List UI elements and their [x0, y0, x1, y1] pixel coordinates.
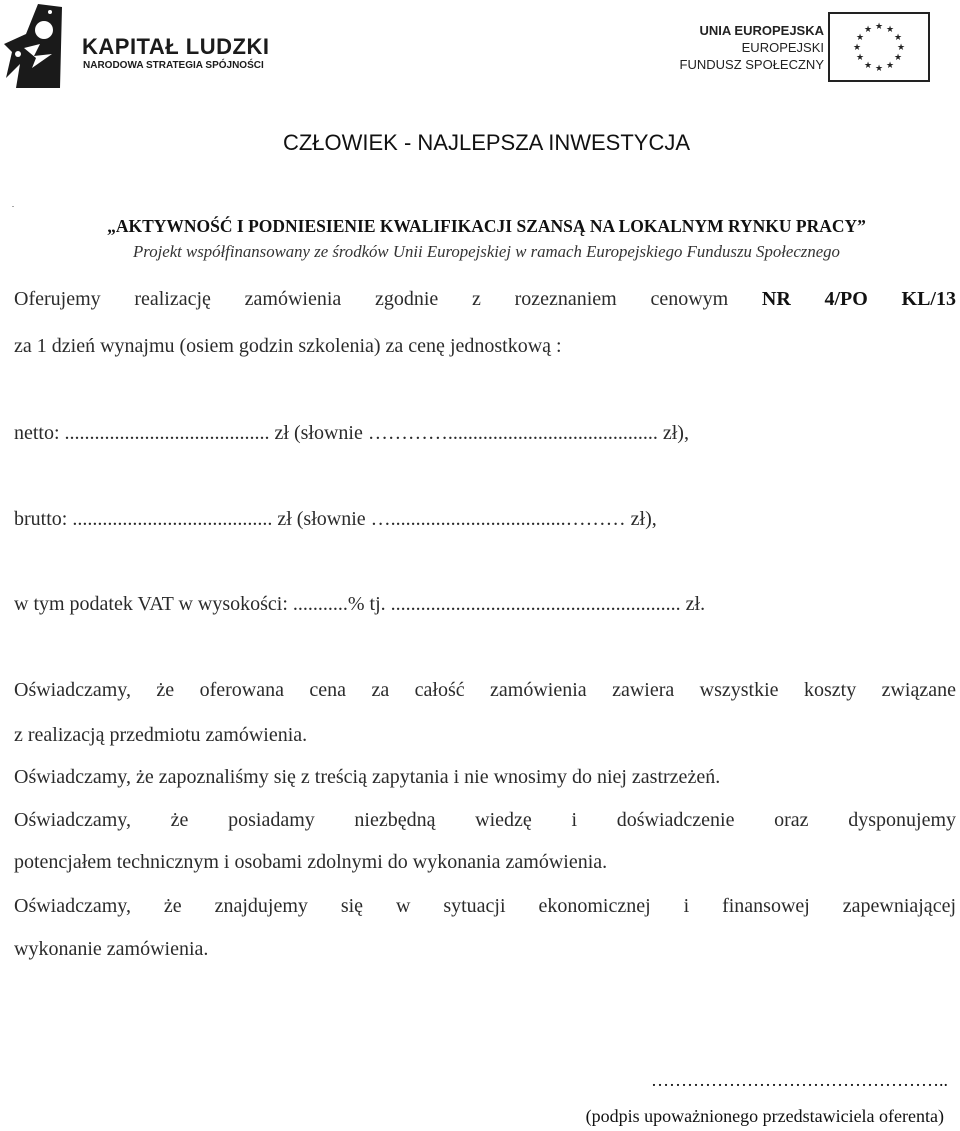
kapital-ludzki-subtitle: NARODOWA STRATEGIA SPÓJNOŚCI	[83, 60, 264, 71]
svg-text:★: ★	[885, 25, 895, 35]
signature-label: (podpis upoważnionego przedstawiciela oferenta)	[585, 1106, 944, 1126]
svg-text:★: ★	[896, 43, 906, 53]
declaration-2: Oświadczamy, że zapoznaliśmy się z treścią zapytania i nie wnosimy do niej zastrzeżeń.	[14, 766, 721, 788]
vat-line: w tym podatek VAT w wysokości: ...........% tj. .......................................................... zł.	[14, 593, 706, 615]
stray-mark: .	[12, 200, 14, 209]
document-title: CZŁOWIEK - NAJLEPSZA INWESTYCJA	[282, 130, 691, 155]
svg-text:★: ★	[863, 25, 873, 35]
svg-text:★: ★	[855, 33, 865, 43]
svg-text:★: ★	[855, 53, 865, 63]
svg-text:★: ★	[893, 33, 903, 43]
declaration-4-line-1: Oświadczamy, że znajdujemy się w sytuacji ekonomicznej i finansowej zapewniającej	[14, 895, 956, 917]
eu-social-fund-logo	[679, 12, 940, 84]
netto-price-line: netto: ......................................... zł (słownie ………….......................................... zł),	[14, 422, 689, 444]
kapital-ludzki-emblem-icon	[4, 4, 74, 88]
offer-line-1-text: Oferujemy realizację zamówienia zgodnie z rozeznaniem cenowym	[14, 288, 762, 310]
svg-text:★: ★	[874, 22, 884, 32]
project-name: „AKTYWNOŚĆ I PODNIESIENIE KWALIFIKACJI SZANSĄ NA LOKALNYM RYNKU PRACY”	[107, 216, 866, 236]
kapital-ludzki-title: KAPITAŁ LUDZKI	[82, 34, 270, 59]
eu-logo-text	[680, 22, 824, 73]
svg-text:★: ★	[863, 61, 873, 71]
declaration-3-line-1: Oświadczamy, że posiadamy niezbędną wiedzę i doświadczenie oraz dysponujemy	[14, 809, 956, 831]
cofinance-note: Projekt współfinansowany ze środków Unii Europejskiej w ramach Europejskiego Funduszu Społecznego	[133, 242, 840, 261]
eu-logo-line2: EUROPEJSKI	[741, 40, 824, 55]
svg-text:★: ★	[874, 64, 884, 74]
eu-logo-line1: UNIA EUROPEJSKA	[699, 23, 824, 38]
offer-line-2: za 1 dzień wynajmu (osiem godzin szkolenia) za cenę jednostkową :	[14, 335, 562, 357]
svg-text:★: ★	[852, 43, 862, 53]
declaration-4-line-2: wykonanie zamówienia.	[14, 938, 209, 960]
declaration-1-line-1: Oświadczamy, że oferowana cena za całość zamówienia zawiera wszystkie koszty związane	[14, 679, 956, 701]
brutto-price-line: brutto: ........................................ zł (słownie …...................................……… zł),	[14, 508, 657, 530]
declaration-3-line-2: potencjałem technicznym i osobami zdolnymi do wykonania zamówienia.	[14, 851, 608, 873]
svg-text:★: ★	[893, 53, 903, 63]
svg-text:★: ★	[885, 61, 895, 71]
eu-logo-line3: FUNDUSZ SPOŁECZNY	[679, 57, 824, 72]
eu-flag-icon	[828, 12, 930, 82]
offer-line-1	[14, 288, 956, 311]
offer-reference-number: NR 4/PO KL/13	[761, 288, 956, 310]
declaration-1-line-2: z realizacją przedmiotu zamówienia.	[14, 724, 308, 746]
kapital-ludzki-logo	[4, 4, 274, 88]
signature-line: …………………………………………..	[651, 1070, 948, 1090]
